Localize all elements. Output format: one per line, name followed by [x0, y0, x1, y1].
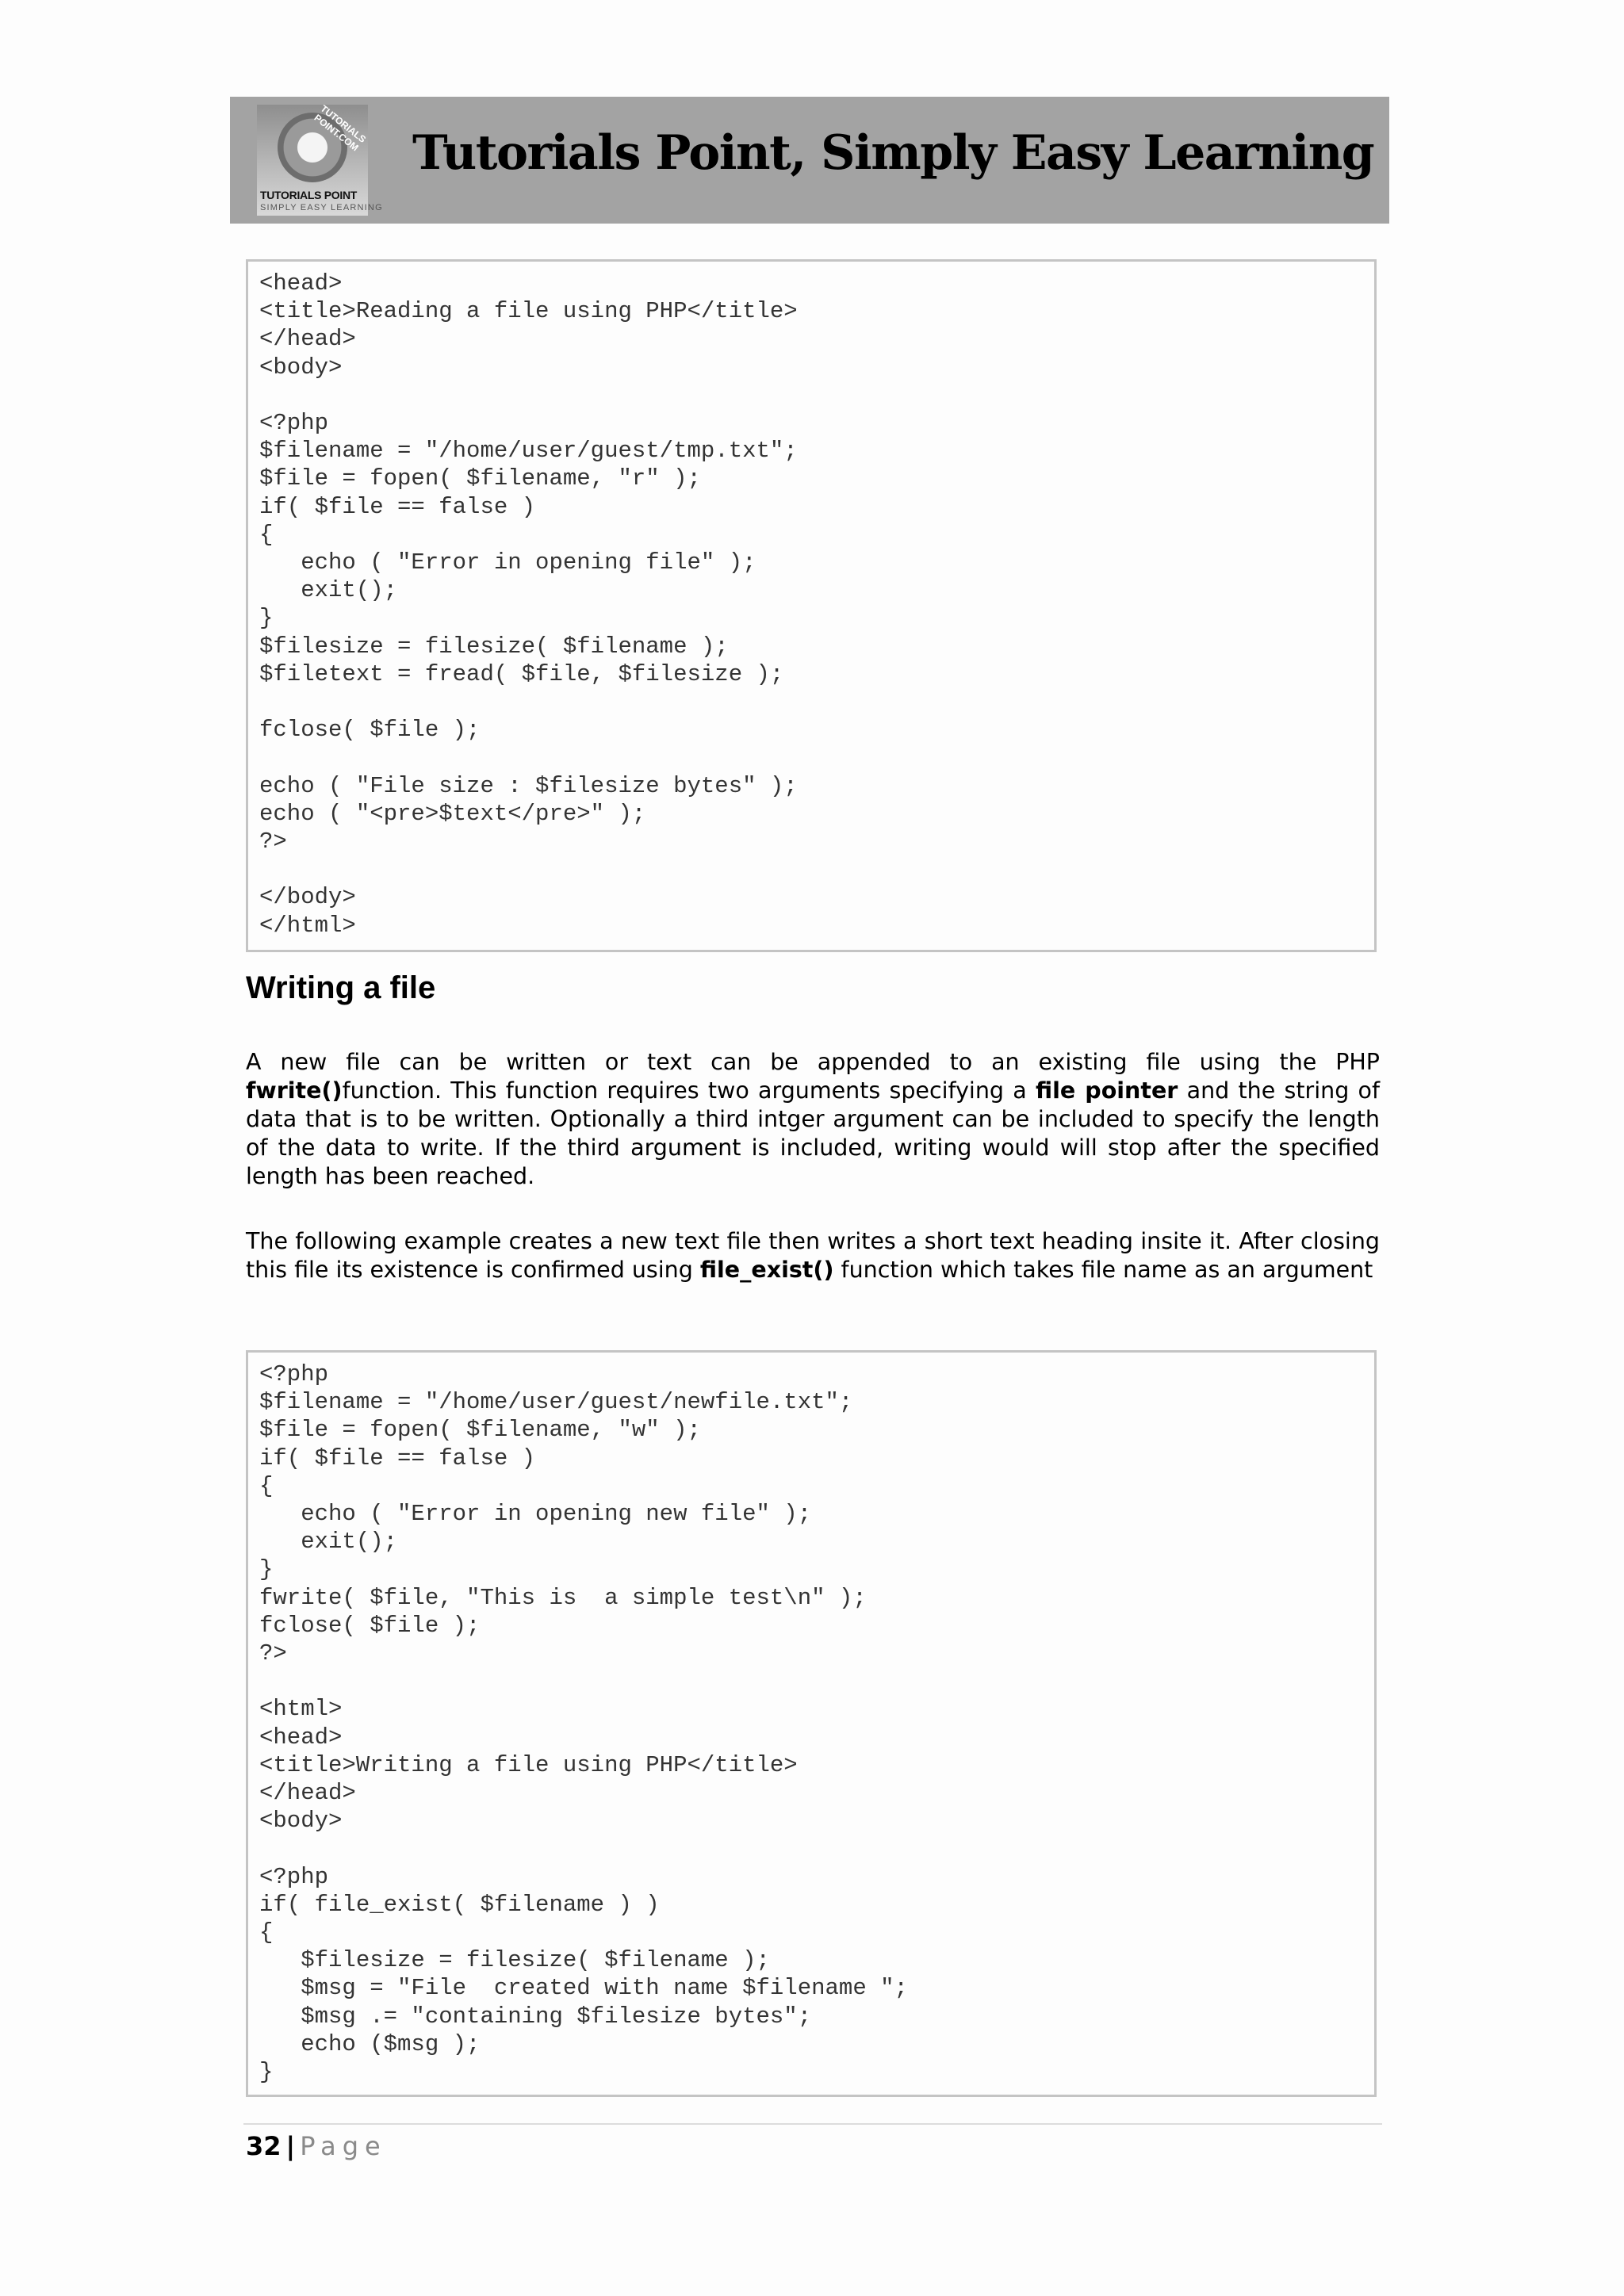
tutorials-point-logo [257, 102, 383, 216]
logo-wordmark: TUTORIALS POINT [260, 189, 358, 201]
paragraph-text: function which takes file name as an argument [833, 1257, 1373, 1283]
paragraph-text: A new file can be written or text can be appended to an existing file using the PHP [246, 1049, 1380, 1075]
logo-ring-text: TUTORIALS POINT.COM [312, 102, 369, 154]
page-header [230, 97, 1389, 224]
paragraph-text: function. This function requires two arguments specifying a [342, 1077, 1036, 1104]
code-text: <head> <title>Reading a file using PHP</title> </head> <body> <?php $filename = "/home/user/guest/tmp.txt"; $file = fopen( $filename, "r" ); if( $file == false ) { echo ( "Error in opening file" ); exit(); } $filesize = filesize( $filename ); $filetext = fread( $file, $filesize ); fclose( $file ); echo ( "File size : $filesize bytes" ); echo ( "<pre>$text</pre>" ); ?> </body> </html> [259, 270, 798, 939]
file-pointer-term: file pointer [1035, 1077, 1178, 1104]
code-text: <?php $filename = "/home/user/guest/newfile.txt"; $file = fopen( $filename, "w" ); if( $file == false ) { echo ( "Error in opening new file" ); exit(); } fwrite( $file, "This is a simple test\n" ); fclose( $file ); ?> <html> <head> <title>Writing a file using PHP</title> </head> <body> <?php if( file_exist( $filename ) ) { $filesize = filesize( $filename ); $msg = "File created with name $filename "; $msg .= "containing $filesize bytes"; echo ($msg ); } [259, 1361, 908, 2086]
fwrite-function-name: fwrite() [246, 1077, 343, 1104]
page-number: 32 [246, 2131, 282, 2161]
logo-tagline: SIMPLY EASY LEARNING [260, 203, 383, 212]
header-title: Tutorials Point, Simply Easy Learning [412, 125, 1374, 181]
file-exist-function-name: file_exist() [699, 1257, 834, 1283]
section-heading: Writing a file [246, 970, 436, 1005]
paragraph-text: The following example creates a new text file then writes a short text heading insite it. After closing this file its existence is confirmed using [246, 1228, 1380, 1283]
footer-separator: | [285, 2131, 296, 2161]
paragraph-writing-file [246, 1048, 1380, 1191]
code-block-reading-file [246, 259, 1377, 952]
page-label: Page [300, 2131, 387, 2161]
paragraph-example-intro [246, 1227, 1380, 1284]
footer-divider [243, 2123, 1382, 2125]
code-block-writing-file [246, 1350, 1377, 2097]
page-footer [246, 2131, 387, 2161]
paragraph-text: and the string of data that is to be written. Optionally a third intger argument can be included to specify the length of the data to write. If the third argument is included, writing would will stop after the specified length has been reached. [246, 1077, 1381, 1189]
